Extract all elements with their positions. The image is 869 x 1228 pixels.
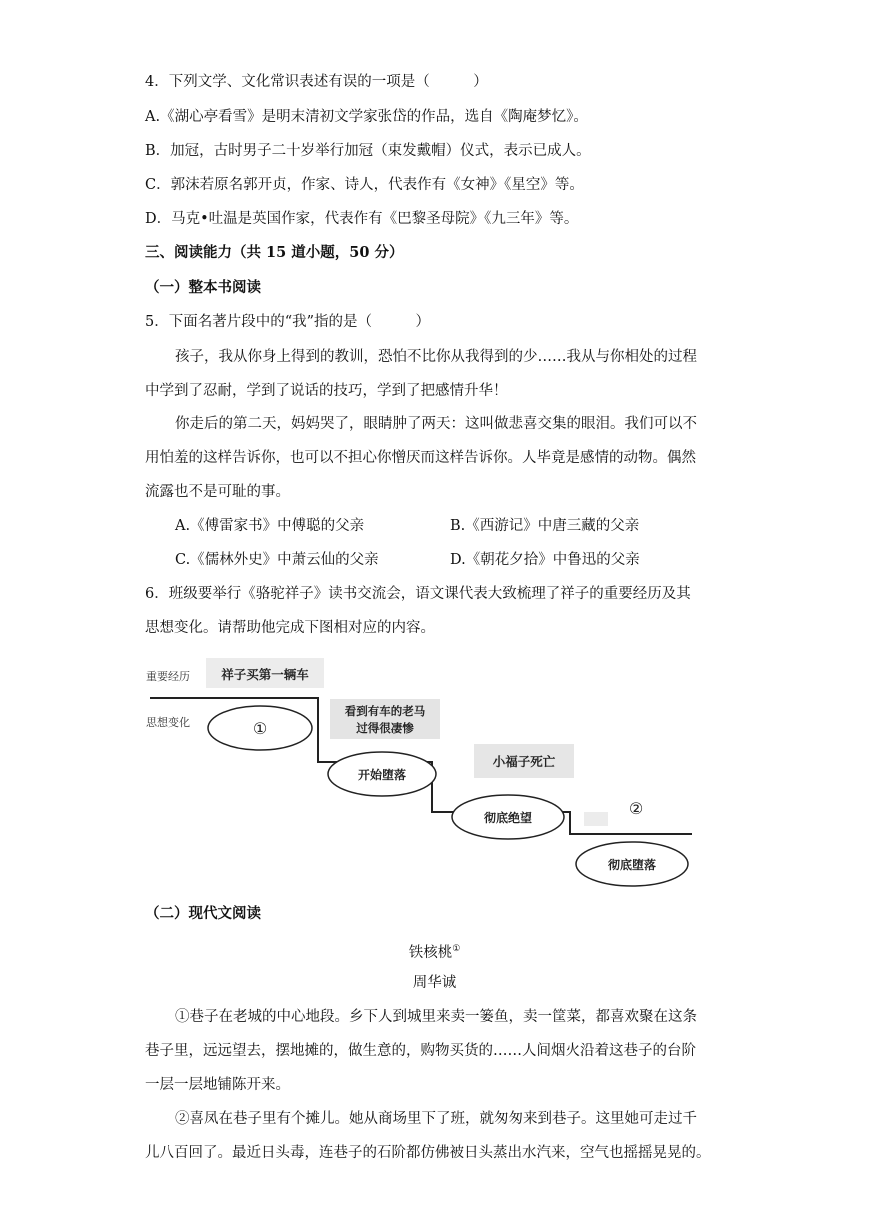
q5-option-c: C.《儒林外史》中萧云仙的父亲 — [175, 552, 379, 568]
q5-passage-line: 孩子，我从你身上得到的教训，恐怕不比你从我得到的少……我从与你相处的过程 — [175, 349, 697, 365]
q4-option-d: D．马克•吐温是英国作家，代表作有《巴黎圣母院》《九三年》等。 — [145, 211, 579, 227]
q5-stem: 5．下面名著片段中的“我”指的是（ ） — [145, 314, 431, 330]
blank-2: ② — [628, 799, 644, 818]
section3-title: 三、阅读能力（共 15 道小题，50 分） — [145, 244, 404, 261]
article-author: 周华诚 — [412, 975, 457, 991]
q4-stem: 4．下列文学、文化常识表述有误的一项是（ ） — [145, 74, 488, 90]
section3-sub1: （一）整本书阅读 — [145, 279, 261, 296]
article-paragraph-line: ②喜凤在巷子里有个摊儿。她从商场里下了班，就匆匆来到巷子。这里她可走过千 — [175, 1111, 697, 1127]
label-experience: 重要经历 — [146, 670, 190, 683]
article-footnote-mark: ① — [452, 944, 461, 954]
event-2-line1: 看到有车的老马 — [344, 704, 426, 718]
event-2-line2: 过得很凄惨 — [356, 721, 414, 735]
event-3: 小福子死亡 — [492, 754, 556, 769]
state-2: 彻底绝望 — [483, 811, 533, 825]
blank-2-smudge — [584, 812, 608, 826]
section-modern-title: （二）现代文阅读 — [145, 905, 261, 922]
q6-stem: 6．班级要举行《骆驼祥子》读书交流会，语文课代表大致梳理了祥子的重要经历及其 — [145, 586, 691, 602]
blank-1: ① — [252, 719, 268, 738]
q5-passage-line: 中学到了忍耐，学到了说话的技巧，学到了把感情升华！ — [145, 383, 508, 399]
state-1: 开始堕落 — [357, 768, 407, 782]
q4-option-b: B．加冠，古时男子二十岁举行加冠（束发戴帽）仪式，表示已成人。 — [145, 143, 591, 159]
article-paragraph-line: 巷子里，远远望去，摆地摊的，做生意的，购物买货的……人间烟火沿着这巷子的台阶 — [145, 1043, 696, 1059]
label-thought: 思想变化 — [146, 716, 190, 729]
q5-option-a: A.《傅雷家书》中傅聪的父亲 — [175, 518, 365, 534]
article-paragraph-line: 儿八百回了。最近日头毒，连巷子的石阶都仿佛被日头蒸出水汽来，空气也摇摇晃晃的。 — [145, 1145, 711, 1161]
xiangzi-flow-diagram — [140, 652, 700, 892]
event-1: 祥子买第一辆车 — [221, 667, 309, 682]
article-paragraph-line: 一层一层地铺陈开来。 — [145, 1077, 290, 1093]
state-3: 彻底堕落 — [607, 858, 657, 872]
q4-option-a: A.《湖心亭看雪》是明末清初文学家张岱的作品，选自《陶庵梦忆》。 — [145, 109, 588, 125]
q5-passage-line: 流露也不是可耻的事。 — [145, 484, 290, 500]
q5-option-b: B.《西游记》中唐三藏的父亲 — [450, 518, 640, 534]
article-paragraph-line: ①巷子在老城的中心地段。乡下人到城里来卖一篓鱼，卖一筐菜，都喜欢聚在这条 — [175, 1009, 697, 1025]
article-title: 铁核桃① — [408, 944, 461, 961]
q5-option-d: D.《朝花夕拾》中鲁迅的父亲 — [450, 552, 640, 568]
q6-stem: 思想变化。请帮助他完成下图相对应的内容。 — [145, 620, 435, 636]
q4-option-c: C．郭沫若原名郭开贞，作家、诗人，代表作有《女神》《星空》等。 — [145, 177, 584, 193]
q5-passage-line: 你走后的第二天，妈妈哭了，眼睛肿了两天：这叫做悲喜交集的眼泪。我们可以不 — [175, 416, 697, 432]
q5-passage-line: 用怕羞的这样告诉你，也可以不担心你憎厌而这样告诉你。人毕竟是感情的动物。偶然 — [145, 450, 696, 466]
